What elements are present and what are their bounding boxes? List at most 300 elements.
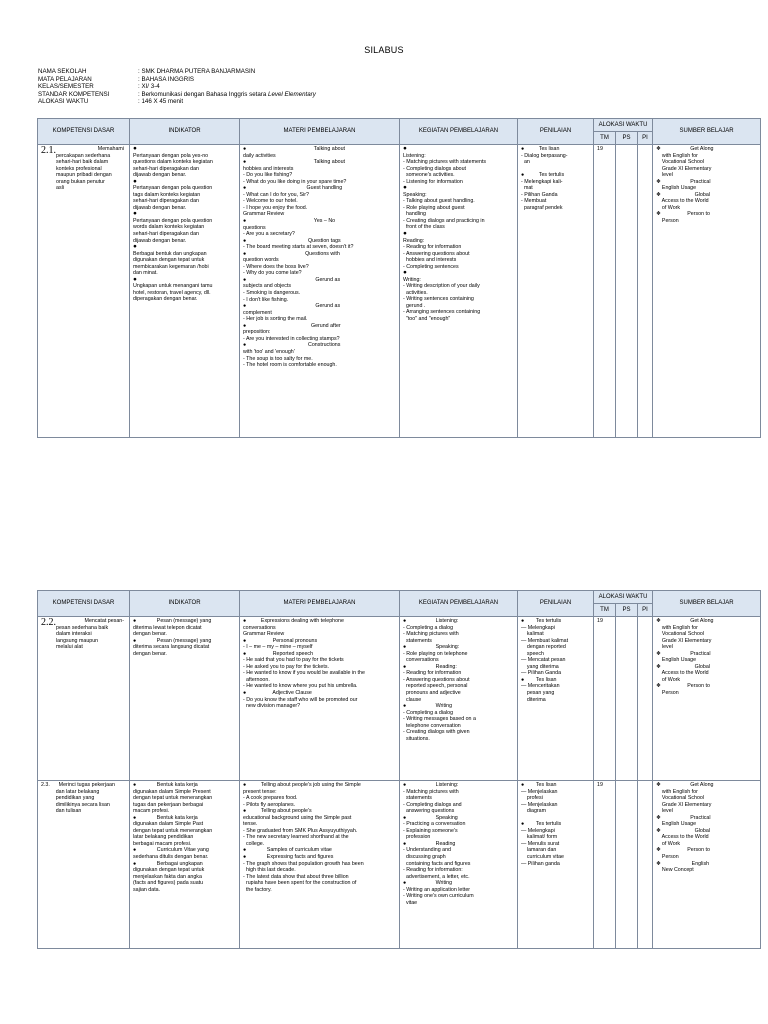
cell-line: — Melengkapi bbox=[521, 827, 555, 834]
cell-line: clause bbox=[403, 696, 422, 703]
cell-line: afternoon. bbox=[243, 676, 270, 683]
cell-line: membicarakan kegemaran /hobi bbox=[133, 263, 209, 270]
cell-line: dan minat. bbox=[133, 270, 158, 277]
indicator-text bbox=[133, 782, 236, 893]
cell-line: diagram bbox=[521, 808, 547, 815]
cell-line: activities. bbox=[403, 289, 428, 296]
cell-line: ● Writing bbox=[403, 703, 453, 710]
cell-line: - Completing dialogs and bbox=[403, 801, 462, 808]
cell-indicator bbox=[130, 617, 240, 781]
cell-line: ● Gerund as bbox=[243, 303, 341, 310]
cell-line: - Answering questions about bbox=[403, 250, 470, 257]
cell-line: preposition: bbox=[243, 329, 271, 336]
cell-line: dan latar belakang bbox=[41, 788, 100, 795]
penilaian-text bbox=[521, 782, 590, 867]
cell-line: dengan benar. bbox=[133, 650, 167, 657]
cell-line: ❖ Practical bbox=[656, 178, 711, 185]
cell-line: Vocational School bbox=[656, 631, 705, 638]
kd-text bbox=[56, 146, 126, 192]
cell-line: digunakan dalam Simple Present bbox=[133, 788, 211, 795]
cell-line: ● bbox=[403, 269, 407, 277]
cell-line: ● Reading bbox=[403, 840, 456, 847]
cell-line: ● Talking about bbox=[243, 146, 346, 152]
cell-line: dan tulisan bbox=[41, 808, 82, 815]
cell-line: ● Yes – No bbox=[243, 218, 336, 225]
cell-line: ● Guest handling bbox=[243, 185, 343, 192]
header-materi: MATERI PEMBELAJARAN bbox=[240, 119, 400, 145]
cell-line: — Menulis surat bbox=[521, 840, 560, 847]
cell-line: melalui alat bbox=[56, 644, 83, 651]
cell-line: ● Question tags bbox=[243, 237, 341, 244]
cell-line: - Where does the boss live? bbox=[243, 263, 309, 270]
cell-line: level bbox=[656, 172, 673, 179]
cell-line: Grammar Review bbox=[243, 631, 285, 638]
cell-line: - Pilots fly aeroplanes. bbox=[243, 801, 296, 808]
cell-line: - Pilihan Ganda bbox=[521, 191, 558, 198]
cell-line: sajian data. bbox=[133, 886, 161, 893]
cell-pi bbox=[638, 781, 653, 949]
cell-line: ● Adjective Clause bbox=[243, 690, 312, 697]
cell-line: Listening: bbox=[403, 152, 426, 159]
cell-line: New Concept bbox=[656, 867, 694, 874]
cell-line: handling bbox=[403, 211, 426, 218]
cell-line: level bbox=[656, 808, 673, 815]
header-kegiatan: KEGIATAN PEMBELAJARAN bbox=[400, 591, 518, 617]
cell-line: ● Samples of curriculum vitae bbox=[243, 847, 332, 854]
cell-line: ● Bentuk kata kerja bbox=[133, 814, 198, 821]
cell-line: latar belakang pendidikan bbox=[133, 834, 194, 841]
cell-line: of Work bbox=[656, 676, 681, 683]
cell-line: — Menjelaskan bbox=[521, 788, 558, 795]
cell-line: dimilikinya secara lisan bbox=[41, 801, 110, 808]
cell-tm: 19 bbox=[594, 617, 616, 781]
cell-line: ❖ English bbox=[656, 860, 710, 867]
cell-line: pesan yang bbox=[521, 690, 555, 697]
cell-line: curriculum vitae bbox=[521, 854, 564, 861]
cell-line: sehari-hari baik dalam bbox=[56, 159, 109, 166]
cell-line: Access to the World bbox=[656, 198, 709, 205]
cell-line: - Creating dialogs and practicing in bbox=[403, 217, 485, 224]
sumber-text bbox=[656, 618, 757, 697]
meta-key: STANDAR KOMPETENSI bbox=[38, 90, 110, 98]
cell-line: ● Tes lisan bbox=[521, 676, 557, 683]
cell-line: ● Listening: bbox=[403, 618, 459, 624]
cell-line: kalimat bbox=[521, 631, 544, 638]
cell-line: - Reading for information bbox=[403, 670, 462, 677]
cell-line: - Her job is sorting the mail. bbox=[243, 316, 308, 323]
penilaian-text bbox=[521, 618, 590, 703]
cell-line: ● Personal pronouns bbox=[243, 637, 318, 644]
cell-materi bbox=[240, 781, 400, 949]
cell-line: - Matching pictures with bbox=[403, 788, 459, 795]
cell-line: tugas dan pekerjaan berbagai bbox=[133, 801, 204, 808]
meta-value: : XI/ 3-4 bbox=[138, 83, 160, 91]
cell-penilaian bbox=[518, 781, 594, 949]
header-indicator: INDIKATOR bbox=[130, 119, 240, 145]
cell-kd bbox=[38, 617, 130, 781]
cell-line: subjects and objects bbox=[243, 283, 291, 290]
cell-line: Person bbox=[656, 854, 679, 861]
cell-line: - What do you like doing in your spare time? bbox=[243, 178, 347, 185]
cell-line: ● Speaking bbox=[403, 814, 458, 821]
cell-line: hobbies and interests bbox=[243, 165, 294, 172]
cell-line: Vocational School bbox=[656, 159, 705, 166]
cell-line: - A cook prepares food. bbox=[243, 795, 298, 802]
cell-line: - The board meeting starts at seven, doesn't it? bbox=[243, 244, 354, 251]
cell-ps bbox=[616, 781, 638, 949]
cell-line: diterima lewat telepon dicatat bbox=[133, 624, 202, 631]
cell-line: dengan tepat untuk menerangkan bbox=[133, 795, 213, 802]
cell-line: digunakan dengan tepat untuk bbox=[133, 867, 205, 874]
cell-line: konteks profesional bbox=[56, 165, 102, 172]
cell-line: telephone conversation bbox=[403, 722, 461, 729]
meta-key: KELAS/SEMESTER bbox=[38, 83, 94, 91]
cell-line: - Writing an application letter bbox=[403, 886, 471, 893]
cell-line: the factory. bbox=[243, 886, 272, 893]
cell-line: (facts and figures) pada suatu bbox=[133, 880, 204, 887]
cell-line: ❖ Person to bbox=[656, 847, 710, 854]
cell-pi bbox=[638, 145, 653, 438]
cell-line: Person bbox=[656, 690, 679, 697]
cell-line: - Completing sentences bbox=[403, 263, 459, 270]
cell-kegiatan bbox=[400, 781, 518, 949]
header-materi: MATERI PEMBELAJARAN bbox=[240, 591, 400, 617]
document-meta bbox=[38, 68, 438, 106]
cell-line: high this last decade. bbox=[243, 867, 296, 874]
cell-line: dalam interaksi bbox=[56, 631, 92, 638]
cell-line: of Work bbox=[656, 840, 681, 847]
cell-pi bbox=[638, 617, 653, 781]
cell-line: English Usage bbox=[656, 821, 697, 828]
cell-line: digunakan dalam Simple Past bbox=[133, 821, 204, 828]
cell-line: - Talking about guest handling. bbox=[403, 198, 475, 205]
cell-line: - He wanted to know where you put his umbrella. bbox=[243, 683, 358, 690]
cell-line: ● bbox=[133, 146, 137, 152]
kd-number: 2.1. bbox=[41, 145, 56, 156]
cell-line: - Melengkapi kali- bbox=[521, 178, 563, 185]
cell-line: pesan sederhana baik bbox=[56, 624, 109, 631]
cell-sumber bbox=[653, 145, 761, 438]
cell-line: statements bbox=[403, 637, 432, 644]
cell-line: ● Gerund after bbox=[243, 322, 341, 329]
cell-materi bbox=[240, 617, 400, 781]
cell-line: ● Bentuk kata kerja bbox=[133, 782, 198, 788]
header-pi: PI bbox=[638, 604, 653, 617]
cell-line: hobbies and interests bbox=[403, 257, 457, 264]
cell-line: - Listening for information bbox=[403, 178, 463, 185]
header-sumber: SUMBER BELAJAR bbox=[653, 591, 761, 617]
header-alokasi: ALOKASI WAKTU bbox=[594, 591, 653, 604]
meta-value-italic: Level Elementary bbox=[268, 90, 316, 98]
meta-row-time bbox=[38, 98, 438, 106]
cell-line: daily activities bbox=[243, 152, 276, 159]
cell-penilaian bbox=[518, 145, 594, 438]
header-penilaian: PENILAIAN bbox=[518, 591, 594, 617]
meta-row-subject bbox=[38, 76, 438, 84]
header-pi: PI bbox=[638, 132, 653, 145]
cell-line: - Smoking is dangerous. bbox=[243, 290, 301, 297]
cell-line: digunakan dengan tepat untuk bbox=[133, 257, 205, 264]
cell-line: dijawab dengan benar. bbox=[133, 204, 187, 211]
cell-line: English Usage bbox=[656, 185, 697, 192]
meta-value: : BAHASA INGGRIS bbox=[138, 75, 195, 83]
syllabus-table-1 bbox=[37, 118, 761, 438]
cell-sumber bbox=[653, 617, 761, 781]
cell-line: - I don't like fishing. bbox=[243, 296, 289, 303]
sumber-text bbox=[656, 146, 757, 225]
cell-line: - Completing a dialog bbox=[403, 709, 454, 716]
cell-line: Grade XI Elementary bbox=[656, 637, 712, 644]
cell-line: ❖ Practical bbox=[656, 650, 711, 657]
materi-text bbox=[243, 146, 396, 369]
kegiatan-text bbox=[403, 618, 514, 742]
cell-kegiatan bbox=[400, 145, 518, 438]
cell-ps bbox=[616, 617, 638, 781]
cell-line: - Do you like fishing? bbox=[243, 172, 293, 179]
cell-line: words dalam konteks kegiatan bbox=[133, 224, 205, 231]
cell-line: Writing: bbox=[403, 276, 421, 283]
cell-line: Ungkapan untuk menangani tamu bbox=[133, 283, 213, 290]
cell-line: ❖ Practical bbox=[656, 814, 711, 821]
cell-line: ● bbox=[403, 146, 407, 152]
cell-line: ● Tes lisan bbox=[521, 782, 557, 788]
cell-line: "too" and "enough" bbox=[403, 316, 451, 323]
cell-line: - He asked you to pay for the tickets. bbox=[243, 663, 329, 670]
cell-line: ❖ Get Along bbox=[656, 618, 714, 624]
cell-line: — Melengkapi bbox=[521, 624, 555, 631]
meta-row-school bbox=[38, 68, 438, 76]
cell-line: advertisement, a letter, etc. bbox=[403, 873, 470, 880]
cell-line: Grade XI Elementary bbox=[656, 801, 712, 808]
cell-line: profession bbox=[403, 834, 431, 841]
cell-line: Reading: bbox=[403, 237, 425, 244]
cell-line: - Creating dialogs with given bbox=[403, 729, 470, 736]
cell-line: — Mencatat pesan bbox=[521, 657, 566, 664]
cell-line: questions bbox=[243, 224, 266, 231]
cell-line: - Dialog berpasang- bbox=[521, 152, 568, 159]
cell-line: new division manager? bbox=[243, 703, 301, 710]
cell-line: - Role playing on telephone bbox=[403, 650, 468, 657]
cell-line: - Completing a dialog bbox=[403, 624, 454, 631]
cell-line: ● Talking about bbox=[243, 159, 346, 166]
cell-line: lamaran dan bbox=[521, 847, 557, 854]
cell-line: tags dalam konteks kegiatan bbox=[133, 191, 201, 198]
sumber-text bbox=[656, 782, 757, 874]
cell-line: - The hotel room is comfortable enough. bbox=[243, 362, 337, 369]
cell-line: - Are you a secretary? bbox=[243, 231, 295, 238]
cell-line: dengan benar. bbox=[133, 631, 167, 638]
cell-line: - What can I do for you, Sir? bbox=[243, 191, 309, 198]
cell-line: with English for bbox=[656, 788, 698, 795]
cell-line: - Arranging sentences containing bbox=[403, 309, 481, 316]
cell-line: Access to the World bbox=[656, 670, 709, 677]
cell-line: reported speech, personal bbox=[403, 683, 468, 690]
cell-line: an bbox=[521, 159, 530, 166]
cell-line: - Why do you come late? bbox=[243, 270, 302, 277]
cell-line: ● Curriculum Vitae yang bbox=[133, 847, 209, 854]
header-indicator: INDIKATOR bbox=[130, 591, 240, 617]
cell-line: - Welcome to our hotel. bbox=[243, 198, 298, 205]
cell-line: speech bbox=[521, 650, 544, 657]
cell-line: sehari-hari diperagakan dan bbox=[133, 230, 199, 237]
cell-line: college. bbox=[243, 840, 265, 847]
cell-line: hotel, restoran, travel agency, dll. bbox=[133, 289, 211, 296]
cell-line: Memahami bbox=[97, 146, 124, 152]
cell-line: Pertanyaan dengan pola question bbox=[133, 217, 213, 224]
meta-key: MATA PELAJARAN bbox=[38, 75, 92, 83]
cell-line: pendidikan yang bbox=[41, 795, 95, 802]
meta-key: ALOKASI WAKTU bbox=[38, 98, 89, 106]
cell-line: statements bbox=[403, 795, 432, 802]
cell-line: ● Gerund as bbox=[243, 276, 341, 283]
cell-line: paragraf pendek bbox=[521, 204, 563, 211]
cell-line: complement bbox=[243, 309, 272, 316]
cell-tm: 19 bbox=[594, 145, 616, 438]
table-row bbox=[38, 781, 761, 949]
cell-line: — Menceritakan bbox=[521, 683, 560, 690]
cell-line: vitae bbox=[403, 899, 418, 906]
cell-line: questions dalam konteks kegiatan bbox=[133, 159, 213, 166]
cell-line: 2.3. Merinci tugas pekerjaan bbox=[41, 782, 115, 788]
cell-kd bbox=[38, 781, 130, 949]
header-kegiatan: KEGIATAN PEMBELAJARAN bbox=[400, 119, 518, 145]
cell-line: ● Tes lisan bbox=[521, 146, 560, 152]
header-sumber: SUMBER BELAJAR bbox=[653, 119, 761, 145]
cell-line: berbagai macam profesi. bbox=[133, 840, 192, 847]
cell-line: discussing graph bbox=[403, 854, 446, 861]
cell-line: — Membuat kalimat bbox=[521, 637, 569, 644]
cell-line: sehari-hari diperagakan dan bbox=[133, 198, 199, 205]
cell-line: — Pilihan Ganda bbox=[521, 670, 562, 677]
cell-line: English Usage bbox=[656, 657, 697, 664]
cell-indicator bbox=[130, 781, 240, 949]
cell-penilaian bbox=[518, 617, 594, 781]
syllabus-table-2 bbox=[37, 590, 761, 949]
cell-line: - I hope you enjoy the food. bbox=[243, 204, 308, 211]
kegiatan-text bbox=[403, 782, 514, 906]
materi-text bbox=[243, 782, 396, 893]
cell-line: answering questions bbox=[403, 808, 455, 815]
cell-indicator bbox=[130, 145, 240, 438]
cell-tm: 19 bbox=[594, 781, 616, 949]
cell-line: conversations bbox=[403, 657, 439, 664]
cell-line: ● bbox=[133, 275, 137, 283]
cell-line: - He wanted to know if you would be available in the bbox=[243, 670, 365, 677]
cell-line: — Menjelaskan bbox=[521, 801, 558, 808]
cell-line: ● Reported speech bbox=[243, 650, 314, 657]
header-ps: PS bbox=[616, 604, 638, 617]
cell-line: ❖ Get Along bbox=[656, 146, 714, 152]
cell-sumber bbox=[653, 781, 761, 949]
cell-line: ❖ Global bbox=[656, 191, 710, 198]
kd-text bbox=[41, 782, 126, 815]
header-tm: TM bbox=[594, 132, 616, 145]
cell-line: ❖ Person to bbox=[656, 683, 710, 690]
cell-line: with 'too' and 'enough' bbox=[243, 348, 295, 355]
cell-line: ● bbox=[403, 230, 407, 238]
cell-line: - Role playing about guest bbox=[403, 204, 465, 211]
cell-line: macam profesi. bbox=[133, 808, 170, 815]
cell-line: Vocational School bbox=[656, 795, 705, 802]
cell-line: maupun pribadi dengan bbox=[56, 172, 112, 179]
meta-value: : SMK DHARMA PUTERA BANJARMASIN bbox=[138, 68, 256, 75]
cell-line: Pertanyaan dengan pola yes-no bbox=[133, 152, 209, 159]
cell-line: - Writing messages based on a bbox=[403, 716, 476, 723]
cell-kegiatan bbox=[400, 617, 518, 781]
cell-line: containing facts and figures bbox=[403, 860, 471, 867]
cell-line: kalimat/ form bbox=[521, 834, 558, 841]
cell-line: - The latest data show that about three billion bbox=[243, 873, 349, 880]
cell-line: - He said that you had to pay for the tickets bbox=[243, 657, 344, 664]
cell-line: - The new secretary learned shorthand at the bbox=[243, 834, 349, 841]
cell-line: Access to the World bbox=[656, 834, 709, 841]
cell-line: diperagakan dengan benar. bbox=[133, 296, 198, 303]
cell-line: with English for bbox=[656, 624, 698, 631]
cell-line: dijawab dengan benar. bbox=[133, 237, 187, 244]
cell-line: - Writing one's own curriculum bbox=[403, 893, 474, 900]
cell-line: percakapan sederhana bbox=[56, 152, 111, 159]
cell-line: tense. bbox=[243, 821, 258, 828]
header-tm: TM bbox=[594, 604, 616, 617]
cell-line: - Completing dialogs about bbox=[403, 165, 467, 172]
cell-line: conversations bbox=[243, 624, 276, 631]
cell-line: - Writing sentences containing bbox=[403, 296, 474, 303]
cell-line: - Writing description of your daily bbox=[403, 283, 480, 290]
cell-line: ● Writing bbox=[403, 880, 453, 887]
cell-line: front of the class bbox=[403, 224, 445, 231]
cell-materi bbox=[240, 145, 400, 438]
table-row bbox=[38, 145, 761, 438]
cell-line: pronouns and adjective bbox=[403, 690, 461, 697]
cell-line: - Reading for information bbox=[403, 244, 462, 251]
cell-line: dengan tepat untuk menerangkan bbox=[133, 827, 213, 834]
cell-line: yang diterima bbox=[521, 663, 559, 670]
cell-line: — Pilihan ganda bbox=[521, 860, 560, 867]
cell-line: asli bbox=[56, 185, 64, 192]
cell-line: - Understanding and bbox=[403, 847, 451, 854]
cell-line: - Membuat bbox=[521, 198, 547, 205]
cell-line: situations. bbox=[403, 735, 430, 742]
cell-line: Mencatat pesan- bbox=[84, 618, 124, 624]
cell-kd bbox=[38, 145, 130, 438]
cell-line: rupiahs have been spent for the construction of bbox=[243, 880, 357, 887]
cell-line: gerund . bbox=[403, 302, 426, 309]
cell-line: Berbagai bentuk dan ungkapan bbox=[133, 250, 207, 257]
cell-line: with English for bbox=[656, 152, 698, 159]
cell-line: ❖ Global bbox=[656, 827, 710, 834]
cell-line: educational background using the Simple past bbox=[243, 814, 352, 821]
meta-key: NAMA SEKOLAH bbox=[38, 68, 87, 75]
cell-line: - She graduated from SMK Plus Assyuyuthiyyah. bbox=[243, 827, 358, 834]
materi-text bbox=[243, 618, 396, 710]
cell-ps bbox=[616, 145, 638, 438]
cell-line: ● Expressions dealing with telephone bbox=[243, 618, 344, 624]
cell-line: ● Tes tertulis bbox=[521, 821, 562, 828]
cell-line: ● Pesan (message) yang bbox=[133, 618, 212, 624]
cell-line: ● Expressing facts and figures bbox=[243, 854, 334, 861]
cell-line: - The graph shows that population growth has been bbox=[243, 860, 364, 867]
cell-line: Grammar Review bbox=[243, 211, 285, 218]
cell-line: - Explaining someone's bbox=[403, 827, 458, 834]
meta-value bbox=[138, 91, 438, 99]
cell-line: - Answering questions about bbox=[403, 676, 470, 683]
cell-line: - Do you know the staff who will be promoted our bbox=[243, 696, 358, 703]
cell-line: question words bbox=[243, 257, 279, 264]
meta-row-class bbox=[38, 83, 438, 91]
cell-line: diterima bbox=[521, 696, 546, 703]
cell-line: ● Pesan (message) yang bbox=[133, 637, 212, 644]
page-title: SILABUS bbox=[364, 45, 404, 55]
